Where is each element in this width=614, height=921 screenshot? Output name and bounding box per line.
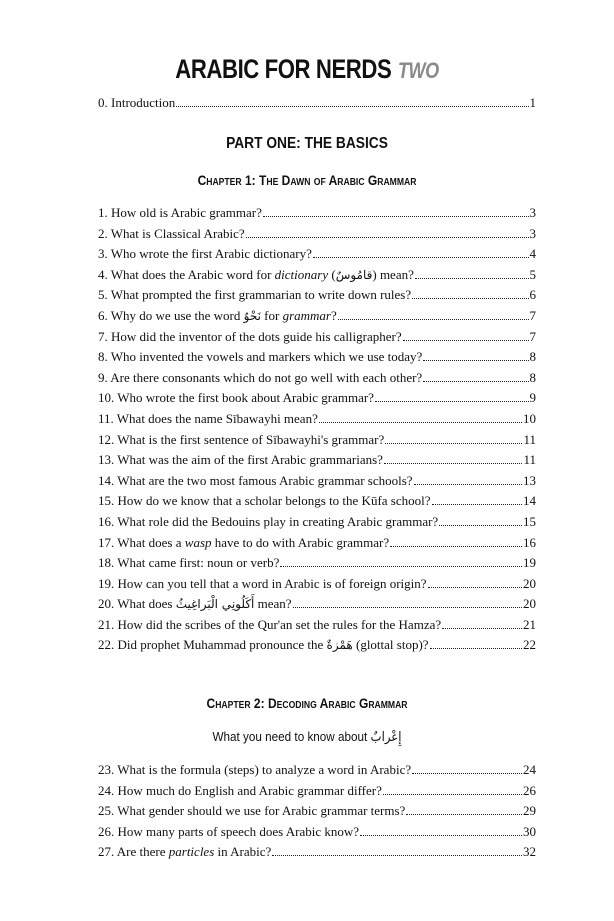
toc-entry[interactable] <box>98 574 536 595</box>
leader-dots <box>406 814 522 815</box>
toc-entry-text <box>98 574 427 595</box>
toc-entry-text <box>98 388 374 409</box>
entry-text-segment: 12. What is the first sentence of Sībawayhi's grammar? <box>98 431 385 447</box>
leader-dots <box>442 628 522 629</box>
toc-entry[interactable] <box>98 285 536 306</box>
toc-entry-text <box>98 450 383 471</box>
toc-entry[interactable] <box>98 471 536 492</box>
toc-entry-page: 7 <box>529 328 536 344</box>
chapter-2-subtitle-text: What you need to know about <box>212 729 371 744</box>
toc-entry-text <box>98 203 262 224</box>
toc-entry-page: 3 <box>529 205 536 220</box>
entry-text-segment: 7. How did the inventor of the dots guide his calligrapher? <box>98 328 402 344</box>
toc-entry-text <box>98 594 292 615</box>
toc-entry-page: 22 <box>523 637 536 653</box>
entry-text-segment: 25. What gender should we use for Arabic grammar terms? <box>98 803 406 819</box>
toc-entry[interactable] <box>98 615 536 636</box>
toc-entry-page: 14 <box>523 493 536 509</box>
toc-entry-page: 16 <box>523 534 536 550</box>
chapter-2-subtitle <box>31 729 584 745</box>
toc-entry[interactable] <box>98 430 536 451</box>
leader-dots <box>319 422 522 423</box>
entry-text-segment: for <box>260 307 283 323</box>
leader-dots <box>338 319 529 320</box>
toc-entry-text <box>98 491 431 512</box>
toc-entry-text <box>98 533 389 554</box>
leader-dots <box>272 855 522 856</box>
leader-dots <box>428 587 522 588</box>
toc-entry[interactable] <box>98 491 536 512</box>
leader-dots <box>412 298 528 299</box>
toc-entry[interactable] <box>98 93 536 114</box>
toc-entry-page: 24 <box>523 762 536 777</box>
toc-entry-page: 20 <box>523 575 536 591</box>
toc-entry-page: 30 <box>523 823 536 839</box>
entry-text-segment: 27. Are there <box>98 844 169 860</box>
entry-text-segment: 5. What prompted the first grammarian to write down rules? <box>98 287 412 303</box>
toc-entry-text <box>98 265 414 286</box>
toc-entry-text <box>98 635 429 656</box>
leader-dots <box>313 257 529 258</box>
toc-entry-page: 29 <box>523 803 536 819</box>
toc-entry[interactable] <box>98 306 536 327</box>
toc-entry[interactable] <box>98 822 536 843</box>
entry-text-segment: 22. Did prophet Muhammad pronounce the <box>98 637 327 653</box>
page-title <box>55 54 558 85</box>
intro-entry <box>98 93 536 114</box>
toc-entry[interactable] <box>98 760 536 781</box>
toc-entry[interactable] <box>98 512 536 533</box>
entry-text-segment: ) mean? <box>372 266 414 282</box>
toc-entry-text <box>98 327 402 348</box>
leader-dots <box>430 648 522 649</box>
entry-text-segment: 14. What are the two most famous Arabic grammar schools? <box>98 472 413 488</box>
arabic-term: هَمْزةٌ <box>326 638 353 653</box>
leader-dots <box>412 773 522 774</box>
arabic-term: نَحْوٌ <box>243 308 261 323</box>
toc-entry-text <box>98 781 382 802</box>
toc-entry[interactable] <box>98 409 536 430</box>
chapter-2-toc <box>98 760 536 863</box>
chapter-1-toc <box>98 203 536 656</box>
arabic-term: قامُوسٌ <box>335 267 373 282</box>
part-heading: PART ONE: THE BASICS <box>226 135 388 152</box>
toc-entry[interactable] <box>98 533 536 554</box>
toc-entry[interactable] <box>98 450 536 471</box>
leader-dots <box>423 360 528 361</box>
arabic-term: أَكَلُونِي الْبَراغِيثُ <box>175 597 255 612</box>
toc-entry[interactable] <box>98 265 536 286</box>
entry-text-segment: 20. What does <box>98 596 176 612</box>
toc-entry-text <box>98 512 438 533</box>
toc-entry[interactable] <box>98 203 536 224</box>
toc-entry-text <box>98 822 359 843</box>
leader-dots <box>414 484 522 485</box>
italic-term: particles <box>168 844 215 860</box>
toc-entry-text <box>98 842 271 863</box>
toc-entry[interactable] <box>98 842 536 863</box>
toc-entry[interactable] <box>98 327 536 348</box>
entry-text-segment: 10. Who wrote the first book about Arabic grammar? <box>98 390 374 406</box>
toc-entry[interactable] <box>98 781 536 802</box>
entry-text-segment: 23. What is the formula (steps) to analyze a word in Arabic? <box>98 762 412 777</box>
toc-entry-text <box>98 347 422 368</box>
toc-entry-page: 11 <box>523 452 536 468</box>
leader-dots <box>385 443 522 444</box>
leader-dots <box>383 794 522 795</box>
entry-text-segment: 1. How old is Arabic grammar? <box>98 205 262 220</box>
entry-text-segment: ( <box>328 266 336 282</box>
toc-entry-page: 7 <box>529 307 536 323</box>
entry-text-segment: 24. How much do English and Arabic grammar differ? <box>98 782 382 798</box>
toc-entry-page: 3 <box>529 225 536 241</box>
toc-entry-text <box>98 553 279 574</box>
toc-entry-text <box>98 409 318 430</box>
toc-entry-page: 20 <box>523 596 536 612</box>
leader-dots <box>415 278 529 279</box>
leader-dots <box>403 340 529 341</box>
entry-text-segment: 11. What does the name Sībawayhi mean? <box>98 410 318 426</box>
leader-dots <box>176 106 528 107</box>
leader-dots <box>439 525 522 526</box>
toc-entry[interactable] <box>98 347 536 368</box>
italic-term: grammar <box>282 307 331 323</box>
toc-entry-page: 6 <box>529 287 536 303</box>
leader-dots <box>360 835 522 836</box>
toc-entry-page: 26 <box>523 782 536 798</box>
leader-dots <box>432 504 522 505</box>
entry-text-segment: mean? <box>254 596 292 612</box>
toc-entry-page: 1 <box>529 95 536 110</box>
entry-text-segment: 18. What came first: noun or verb? <box>98 555 280 571</box>
entry-text-segment: 6. Why do we use the word <box>98 307 244 323</box>
toc-entry-text <box>98 471 413 492</box>
toc-entry[interactable] <box>98 801 536 822</box>
chapter-2-subtitle-arabic: إِعْرابٌ <box>370 730 402 745</box>
italic-term: wasp <box>184 534 212 550</box>
toc-entry-page: 13 <box>523 472 536 488</box>
entry-text-segment: 4. What does the Arabic word for <box>98 266 275 282</box>
toc-entry-text <box>98 285 411 306</box>
toc-entry-page: 5 <box>529 266 536 282</box>
entry-text-segment: have to do with Arabic grammar? <box>211 534 390 550</box>
toc-entry-text <box>98 615 441 636</box>
leader-dots <box>375 401 529 402</box>
toc-entry-page: 11 <box>523 431 536 447</box>
italic-term: dictionary <box>274 266 329 282</box>
toc-entry[interactable] <box>98 553 536 574</box>
entry-text-segment: ? <box>331 307 337 323</box>
chapter-1-heading: Chapter 1: The Dawn of Arabic Grammar <box>197 172 417 188</box>
toc-entry-page: 32 <box>523 844 536 860</box>
book-subtitle: TWO <box>397 58 439 83</box>
toc-entry-text <box>98 430 384 451</box>
entry-text-segment: (glottal stop)? <box>352 637 429 653</box>
toc-entry-page: 19 <box>523 555 536 571</box>
toc-entry[interactable] <box>98 368 536 389</box>
toc-entry-text <box>98 306 337 327</box>
toc-entry-page: 15 <box>523 513 536 529</box>
toc-entry-page: 4 <box>529 246 536 262</box>
toc-entry-text <box>98 760 411 781</box>
entry-text-segment: 2. What is Classical Arabic? <box>98 225 245 241</box>
toc-entry[interactable] <box>98 594 536 615</box>
toc-entry[interactable] <box>98 388 536 409</box>
leader-dots <box>280 566 522 567</box>
toc-entry[interactable] <box>98 635 536 656</box>
toc-entry-page: 9 <box>529 390 536 406</box>
entry-text-segment: 16. What role did the Bedouins play in creating Arabic grammar? <box>98 513 439 529</box>
entry-text-segment: 17. What does a <box>98 534 185 550</box>
entry-text-segment: 19. How can you tell that a word in Arabic is of foreign origin? <box>98 575 427 591</box>
entry-text-segment: 8. Who invented the vowels and markers which we use today? <box>98 349 423 365</box>
leader-dots <box>423 381 528 382</box>
toc-entry-text: 0. Introduction <box>98 95 176 110</box>
leader-dots <box>293 607 522 608</box>
leader-dots <box>246 237 529 238</box>
entry-text-segment: 21. How did the scribes of the Qur'an set the rules for the Hamza? <box>98 616 442 632</box>
toc-entry-page: 10 <box>523 410 536 426</box>
chapter-2-heading: Chapter 2: Decoding Arabic Grammar <box>206 695 408 711</box>
entry-text-segment: 26. How many parts of speech does Arabic know? <box>98 823 360 839</box>
entry-text-segment: 9. Are there consonants which do not go well with each other? <box>98 369 423 385</box>
toc-entry-page: 8 <box>529 369 536 385</box>
entry-text-segment: 15. How do we know that a scholar belongs to the Kūfa school? <box>98 493 431 509</box>
toc-entry-text <box>98 801 405 822</box>
toc-entry-page: 8 <box>529 349 536 365</box>
entry-text-segment: 13. What was the aim of the first Arabic grammarians? <box>98 452 383 468</box>
toc-entry[interactable] <box>98 244 536 265</box>
leader-dots <box>384 463 523 464</box>
toc-entry-text <box>98 244 312 265</box>
toc-entry-text <box>98 224 245 245</box>
toc-entry-text <box>98 368 422 389</box>
leader-dots <box>390 546 522 547</box>
entry-text-segment: in Arabic? <box>214 844 272 860</box>
book-title: ARABIC FOR NERDS <box>175 54 392 84</box>
leader-dots <box>263 216 529 217</box>
entry-text-segment: 3. Who wrote the first Arabic dictionary? <box>98 246 312 262</box>
toc-entry-page: 21 <box>523 616 536 632</box>
toc-entry[interactable] <box>98 224 536 245</box>
